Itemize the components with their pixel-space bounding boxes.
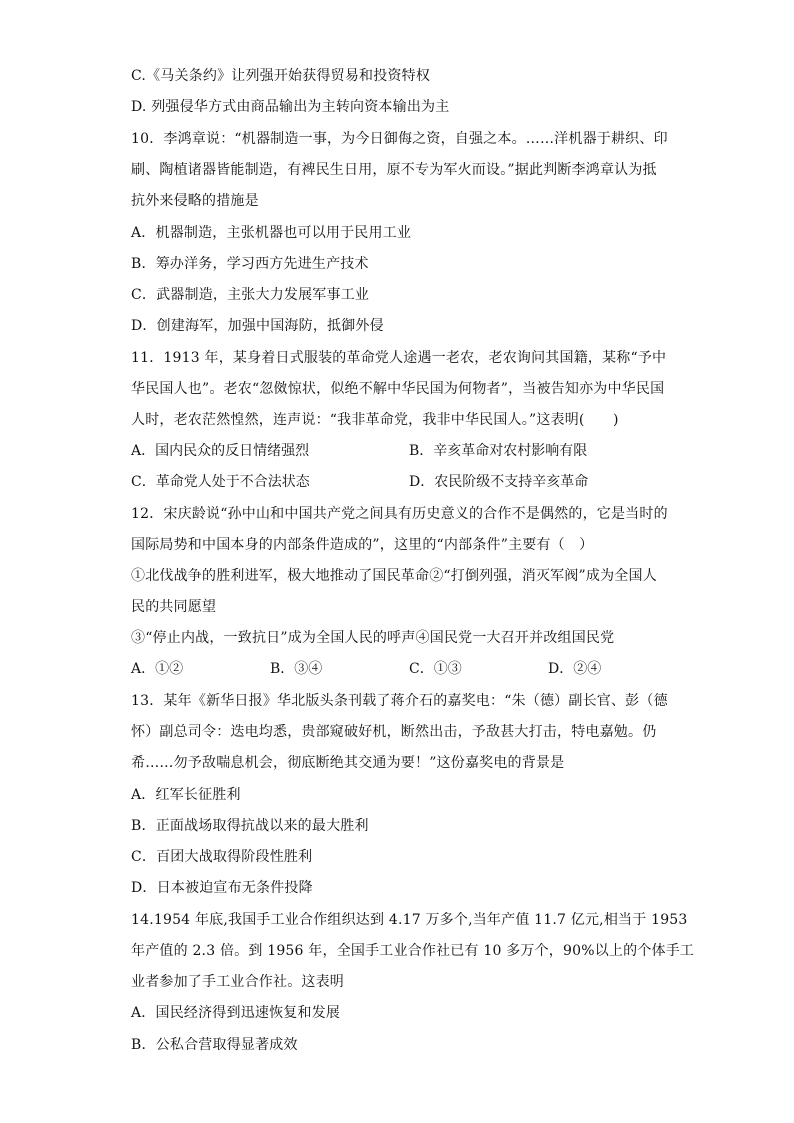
question-13-line-2: 怀）副总司令：迭电均悉，贵部窥破好机，断然出击，予敌甚大打击，特电嘉勉。仍 [131,724,657,740]
question-12-line-2: 国际局势和中国本身的内部条件造成的”，这里的“内部条件”主要有（ ） [131,537,594,553]
option-c-q10: C．武器制造，主张大力发展军事工业 [131,287,370,303]
question-14-line-1: 14.1954 年底,我国手工业合作组织达到 4.17 万多个,当年产值 11.7 亿元,相当于 1953 [131,912,688,928]
option-b-q10: B．筹办洋务，学习西方先进生产技术 [131,256,369,272]
question-14-line-3: 业者参加了手工业合作社。这表明 [131,974,344,990]
question-12-statement-3: ③“停止内战，一致抗日”成为全国人民的呼声④国民党一大召开并改组国民党 [131,630,615,646]
question-13-line-1: 13．某年《新华日报》华北版头条刊载了蒋介石的嘉奖电：“朱（德）副长官、彭（德 [131,693,668,709]
option-a-q11: A．国内民众的反日情绪强烈 [131,443,310,459]
option-a-q10: A．机器制造，主张机器也可以用于民用工业 [131,225,412,241]
question-11-line-1: 11．1913 年，某身着日式服装的革命党人途遇一老农，老农询问其国籍，某称“予中 [131,350,667,366]
option-a-q12: A．①② [131,661,184,677]
option-c-q13: C．百团大战取得阶段性胜利 [131,849,313,865]
option-d-q11: D．农民阶级不支持辛亥革命 [409,474,589,490]
option-a-q13: A．红军长征胜利 [131,787,241,803]
option-a-q14: A．国民经济得到迅速恢复和发展 [131,1005,341,1021]
option-c-q12: C．①③ [409,661,462,677]
option-d-q10: D．创建海军，加强中国海防，抵御外侵 [131,318,384,334]
option-b-q13: B．正面战场取得抗战以来的最大胜利 [131,818,369,834]
question-10-line-1: 10．李鸿章说：“机器制造一事，为今日御侮之资，自强之本。……洋机器于耕织、印 [131,131,668,147]
option-b-q12: B．③④ [270,661,323,677]
question-12-statement-1: ①北伐战争的胜利进军，极大地推动了国民革命②“打倒列强，消灭军阀”成为全国人 [131,568,657,584]
option-d-q9: D. 列强侵华方式由商品输出为主转向资本输出为主 [131,99,450,115]
question-14-line-2: 年产值的 2.3 倍。到 1956 年，全国手工业合作社已有 10 多万个，90%以上的个体手工 [131,943,695,959]
question-13-line-3: 希……勿予敌喘息机会，彻底断绝其交通为要！”这份嘉奖电的背景是 [131,755,565,771]
question-12-statement-2: 民的共同愿望 [131,599,217,615]
question-12-line-1: 12．宋庆龄说“孙中山和中国共产党之间具有历史意义的合作不是偶然的，它是当时的 [131,506,668,522]
question-11-line-3: 人时，老农茫然惶然，连声说：“我非革命党，我非中华民国人。”这表明( ) [131,412,619,428]
option-b-q14: B．公私合营取得显著成效 [131,1037,298,1053]
question-10-line-2: 刷、陶植诸器皆能制造，有裨民生日用，原不专为军火而设。”据此判断李鸿章认为抵 [131,162,657,178]
question-11-line-2: 华民国人也”。老农“忽傚惊状，似绝不解中华民国为何物者”，当被告知亦为中华民国 [131,381,665,397]
option-c-q9: C.《马关条约》让列强开始获得贸易和投资特权 [131,68,431,84]
question-10-line-3: 抗外来侵略的措施是 [131,193,259,209]
option-d-q13: D．日本被迫宣布无条件投降 [131,880,313,896]
option-d-q12: D．②④ [548,661,602,677]
option-c-q11: C．革命党人处于不合法状态 [131,474,310,490]
option-b-q11: B．辛亥革命对农村影响有限 [409,443,588,459]
